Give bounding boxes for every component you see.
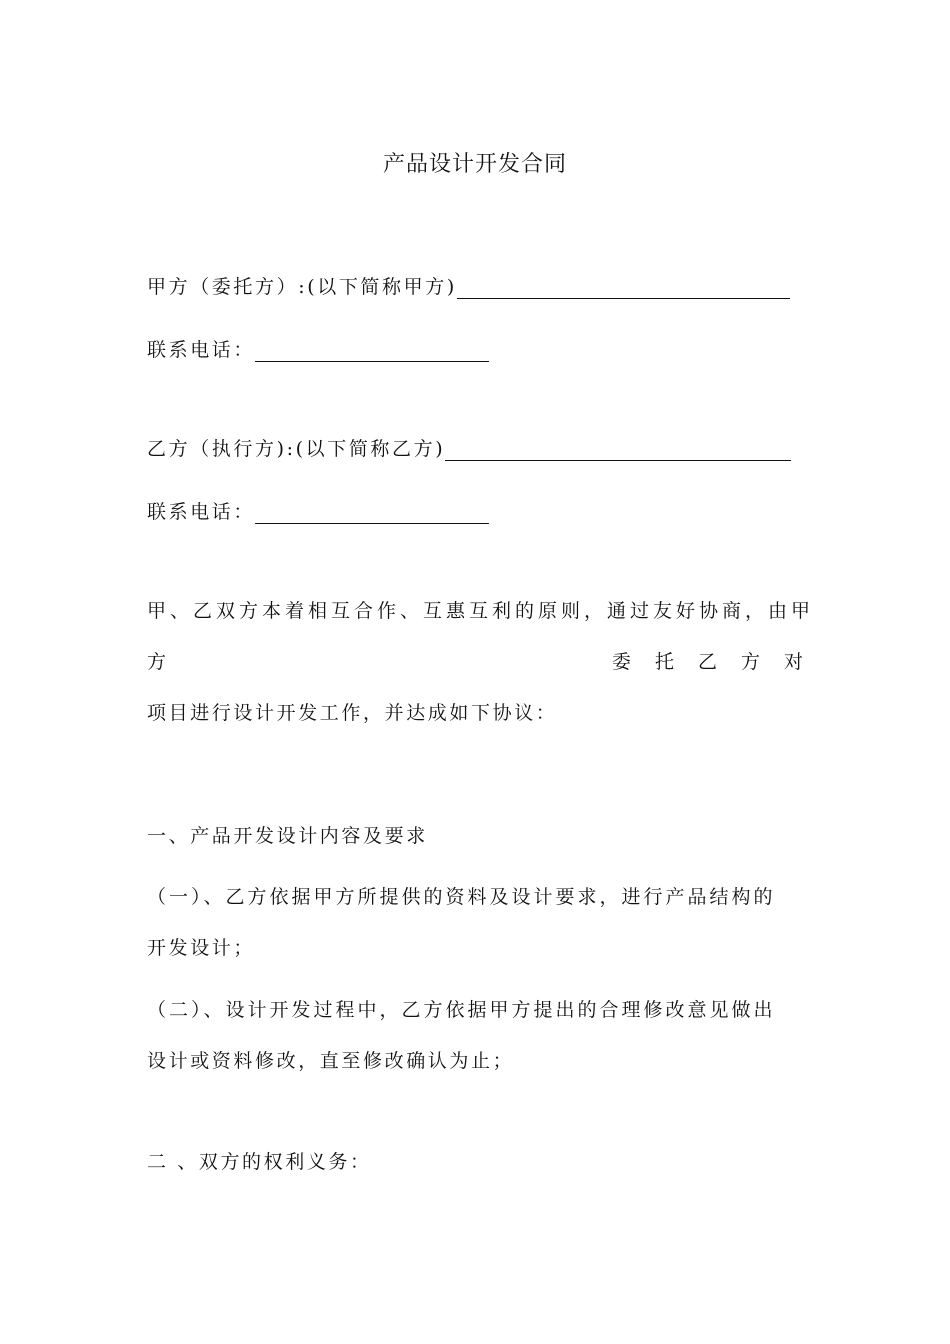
intro-word-2: 托 (654, 651, 674, 673)
party-a-label: 甲方（委托方）:(以下简称甲方) (147, 276, 457, 298)
item-1-line-2: 开发设计； (147, 937, 256, 959)
intro-word-1: 委 (611, 651, 631, 673)
intro-line-1: 甲、乙双方本着相互合作、互惠互利的原则，通过友好协商，由甲 (147, 600, 815, 622)
party-b-phone-label: 联系电话： (147, 501, 256, 523)
intro-word-4: 方 (740, 651, 760, 673)
document-title: 产品设计开发合同 (382, 152, 567, 177)
party-b-blank (445, 438, 791, 461)
intro-line-2 (147, 650, 803, 674)
party-b-phone-row (147, 500, 489, 524)
party-a-phone-blank (255, 339, 489, 362)
party-a-row (147, 275, 790, 299)
intro-word-5: 对 (783, 651, 803, 673)
intro-line-2-left: 方 (147, 651, 167, 673)
item-2-line-1: （二）、设计开发过程中，乙方依据甲方提出的合理修改意见做出 (147, 999, 776, 1021)
item-2-line-2: 设计或资料修改，直至修改确认为止； (147, 1050, 515, 1072)
item-1-line-1: （一）、乙方依据甲方所提供的资料及设计要求，进行产品结构的 (147, 886, 776, 908)
section-1-heading: 一、产品开发设计内容及要求 (147, 825, 428, 847)
party-b-phone-blank (255, 501, 489, 524)
intro-line-3: 项目进行设计开发工作，并达成如下协议： (147, 702, 558, 724)
section-2-heading: 二 、双方的权利义务： (147, 1151, 372, 1173)
party-a-blank (457, 276, 790, 299)
intro-line-2-right (612, 650, 803, 674)
party-b-label: 乙方（执行方):(以下简称乙方) (147, 438, 446, 460)
intro-word-3: 乙 (697, 651, 717, 673)
party-a-phone-row (147, 338, 489, 362)
party-a-phone-label: 联系电话： (147, 339, 256, 361)
party-b-row (147, 437, 791, 461)
